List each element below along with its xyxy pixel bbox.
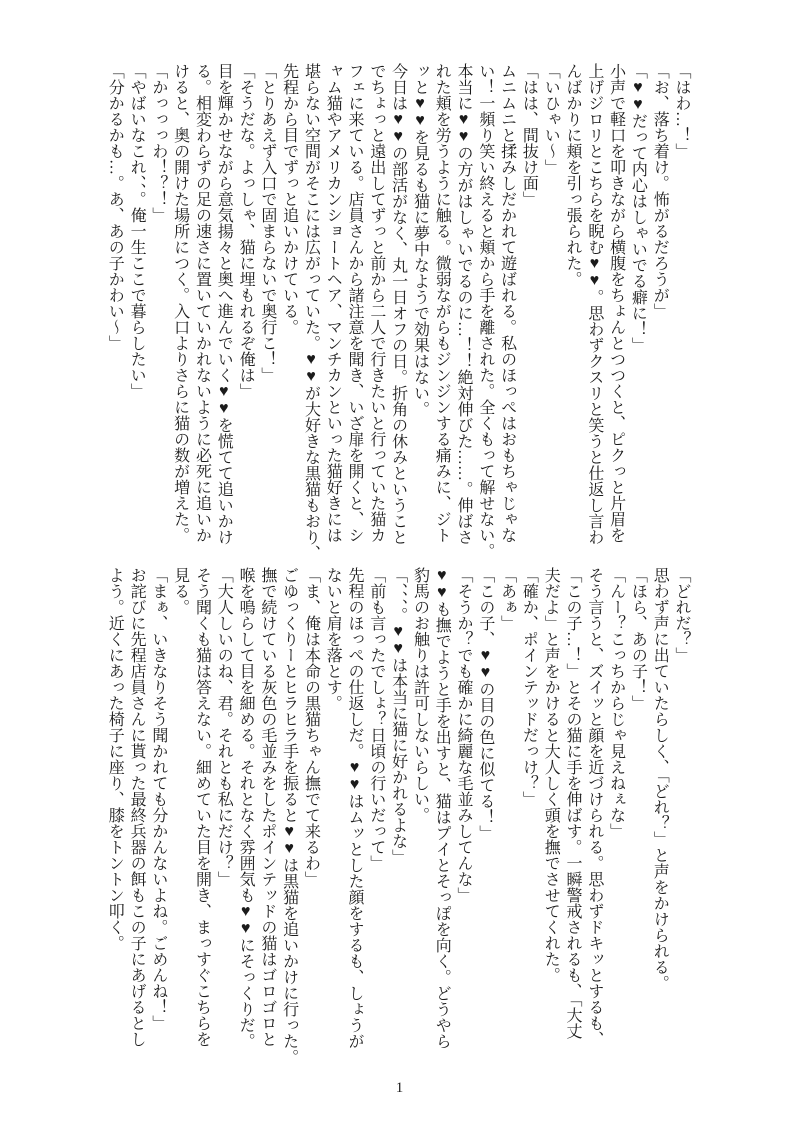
text-line: そう言うと、ズイッと顔を近づけられる。思わずドキッとするも、 xyxy=(585,567,603,1047)
text-line: 「確か、ポインテッドだっけ？」 xyxy=(520,567,538,807)
text-line: ッと♥♥を見るも猫に夢中なようで効果はない。 xyxy=(411,63,429,417)
text-line: ないと肩を落とす。 xyxy=(324,567,342,711)
text-line: ♥♥も撫でようと手を出すと、猫はプイとそっぽを向く。どうやら xyxy=(433,567,451,1049)
page-number: 1 xyxy=(395,1080,404,1096)
text-line: 「はは、間抜け面」 xyxy=(520,63,538,207)
text-line: れた頬を労うように触る。微弱ながらもジンジンする痛みに、ジト xyxy=(433,63,451,543)
text-line: よう。近くにあった椅子に座り、膝をトントン叩く。 xyxy=(106,567,124,951)
text-line: 「、、、。♥♥は本当に猫に好かれるよな」 xyxy=(389,567,407,865)
text-line: 「あぁ」 xyxy=(498,567,516,631)
text-line: んばかりに頬を引っ張られた。 xyxy=(564,63,582,287)
text-line: 「そうだな。よっしゃ、猫に埋もれるぞ俺は」 xyxy=(237,63,255,399)
text-line: そう聞くも猫は答えない。細めていた目を開き、まっすぐこちらを xyxy=(193,567,211,1047)
text-line: 夫だよ」と声をかけると大人しく頭を撫でさせてくれた。 xyxy=(542,567,560,983)
text-line: ムニムニと揉みしだかれて遊ばれる。私のほっぺはおもちゃじゃな xyxy=(498,63,516,543)
text-line: 「んー？こっちからじゃ見えねぇな」 xyxy=(607,567,625,839)
text-line: でちょっと遠出してずっと前から二人で行きたいと行っていた猫カ xyxy=(367,63,385,543)
text-line: ャム猫やアメリカンショートヘア、マンチカンといった猫好きには xyxy=(324,63,342,543)
text-line: 今日は♥♥の部活がなく、丸一日オフの日。折角の休みということ xyxy=(389,63,407,545)
text-block-top xyxy=(103,63,692,565)
text-line: 「分かるかも…。あ、あの子かわい〜」 xyxy=(106,63,124,351)
text-line: 上げジロリとこちらを睨む♥♥。思わずクスリと笑うと仕返し言わ xyxy=(585,63,603,545)
text-line: 「いひゃい〜」 xyxy=(542,63,560,175)
text-line: 「かっっっわ！？！」 xyxy=(149,63,167,223)
text-line: 「前も言ったでしょ？日頃の行いだって」 xyxy=(367,567,385,871)
text-line: 先程のほっぺの仕返しだ。♥♥はムッとした顔をするも、しょうが xyxy=(346,567,364,1049)
text-line: 「この子…！」とその猫に手を伸ばす。一瞬警戒されるも、「大丈 xyxy=(564,567,582,1039)
text-line: 「この子、♥♥の目の色に似てる！」 xyxy=(476,567,494,841)
text-line: い！一頻り笑い終えると頬から手を離された。全くもって解せない。 xyxy=(476,63,494,559)
text-line: 堪らない空間がそこには広がっていた。♥♥が大好きな黒猫もおり、 xyxy=(302,63,320,561)
text-line: 見る。 xyxy=(171,567,189,615)
text-line: る。相変わらずの足の速さに置いていかれないように必死に追いか xyxy=(193,63,211,543)
text-line: ごゆっくりーとヒラヒラ手を振ると♥♥は黒猫を追いかけに行った。 xyxy=(280,567,298,1065)
text-line: お詫びに先程店員さんに貰った最終兵器の餌もこの子にあげるとし xyxy=(128,567,146,1047)
text-line: 「ま、俺は本命の黒猫ちゃん撫でて来るわ」 xyxy=(302,567,320,887)
text-line: 「とりあえず入口で固まらないで奥行こ！」 xyxy=(258,63,276,383)
text-line: 豹馬のお触りは許可しないらしい。 xyxy=(411,567,429,823)
text-line: 「大人しいのね、君。それとも私にだけ？」 xyxy=(215,567,233,887)
text-line: 小声で軽口を叩きながら横腹をちょんとつつくと、ピクっと片眉を xyxy=(607,63,625,543)
text-line: 喉を鳴らして目を細める。それとなく雰囲気も♥♥にそっくりだ。 xyxy=(237,567,255,1049)
text-line: 「まぁ、いきなりそう聞かれても分かんないよね。ごめんね！」 xyxy=(149,567,167,1031)
text-line: 「ほら、あの子！」 xyxy=(629,567,647,711)
text-line: 思わず声に出ていたらしく、「どれ？」と声をかけられる。 xyxy=(651,567,669,991)
text-line: けると、奥の開けた場所につく。入口よりさらに猫の数が増えた。 xyxy=(171,63,189,543)
text-block-bottom xyxy=(103,567,692,1069)
text-line: 「♥♥だって内心はしゃいでる癖に！」 xyxy=(629,63,647,353)
text-line: 「そうか？でも確かに綺麗な毛並みしてんな」 xyxy=(455,567,473,903)
text-line: 目を輝かせながら意気揚々と奥へ進んでいく♥♥を慌てて追いかけ xyxy=(215,63,233,545)
text-line: 「お、落ち着け。怖がるだろうが」 xyxy=(651,63,669,319)
text-line: 「はわ…！」 xyxy=(673,63,690,159)
text-line: 「やばいなこれ、、。俺一生ここで暮らしたい」 xyxy=(128,63,146,399)
text-line: フェに来ている。店員さんから諸注意を聞き、いざ扉を開くと、シ xyxy=(346,63,364,543)
text-line: 先程から目でずっと追いかけている。 xyxy=(280,63,298,335)
text-line: 「どれだ？」 xyxy=(673,567,690,663)
text-line: 撫で続けている灰色の毛並みをしたポインテッドの猫はゴロゴロと xyxy=(258,567,276,1047)
text-line: 本当に♥♥の方がはしゃいでるのに…！！絶対伸びた……。伸ばさ xyxy=(455,63,473,545)
